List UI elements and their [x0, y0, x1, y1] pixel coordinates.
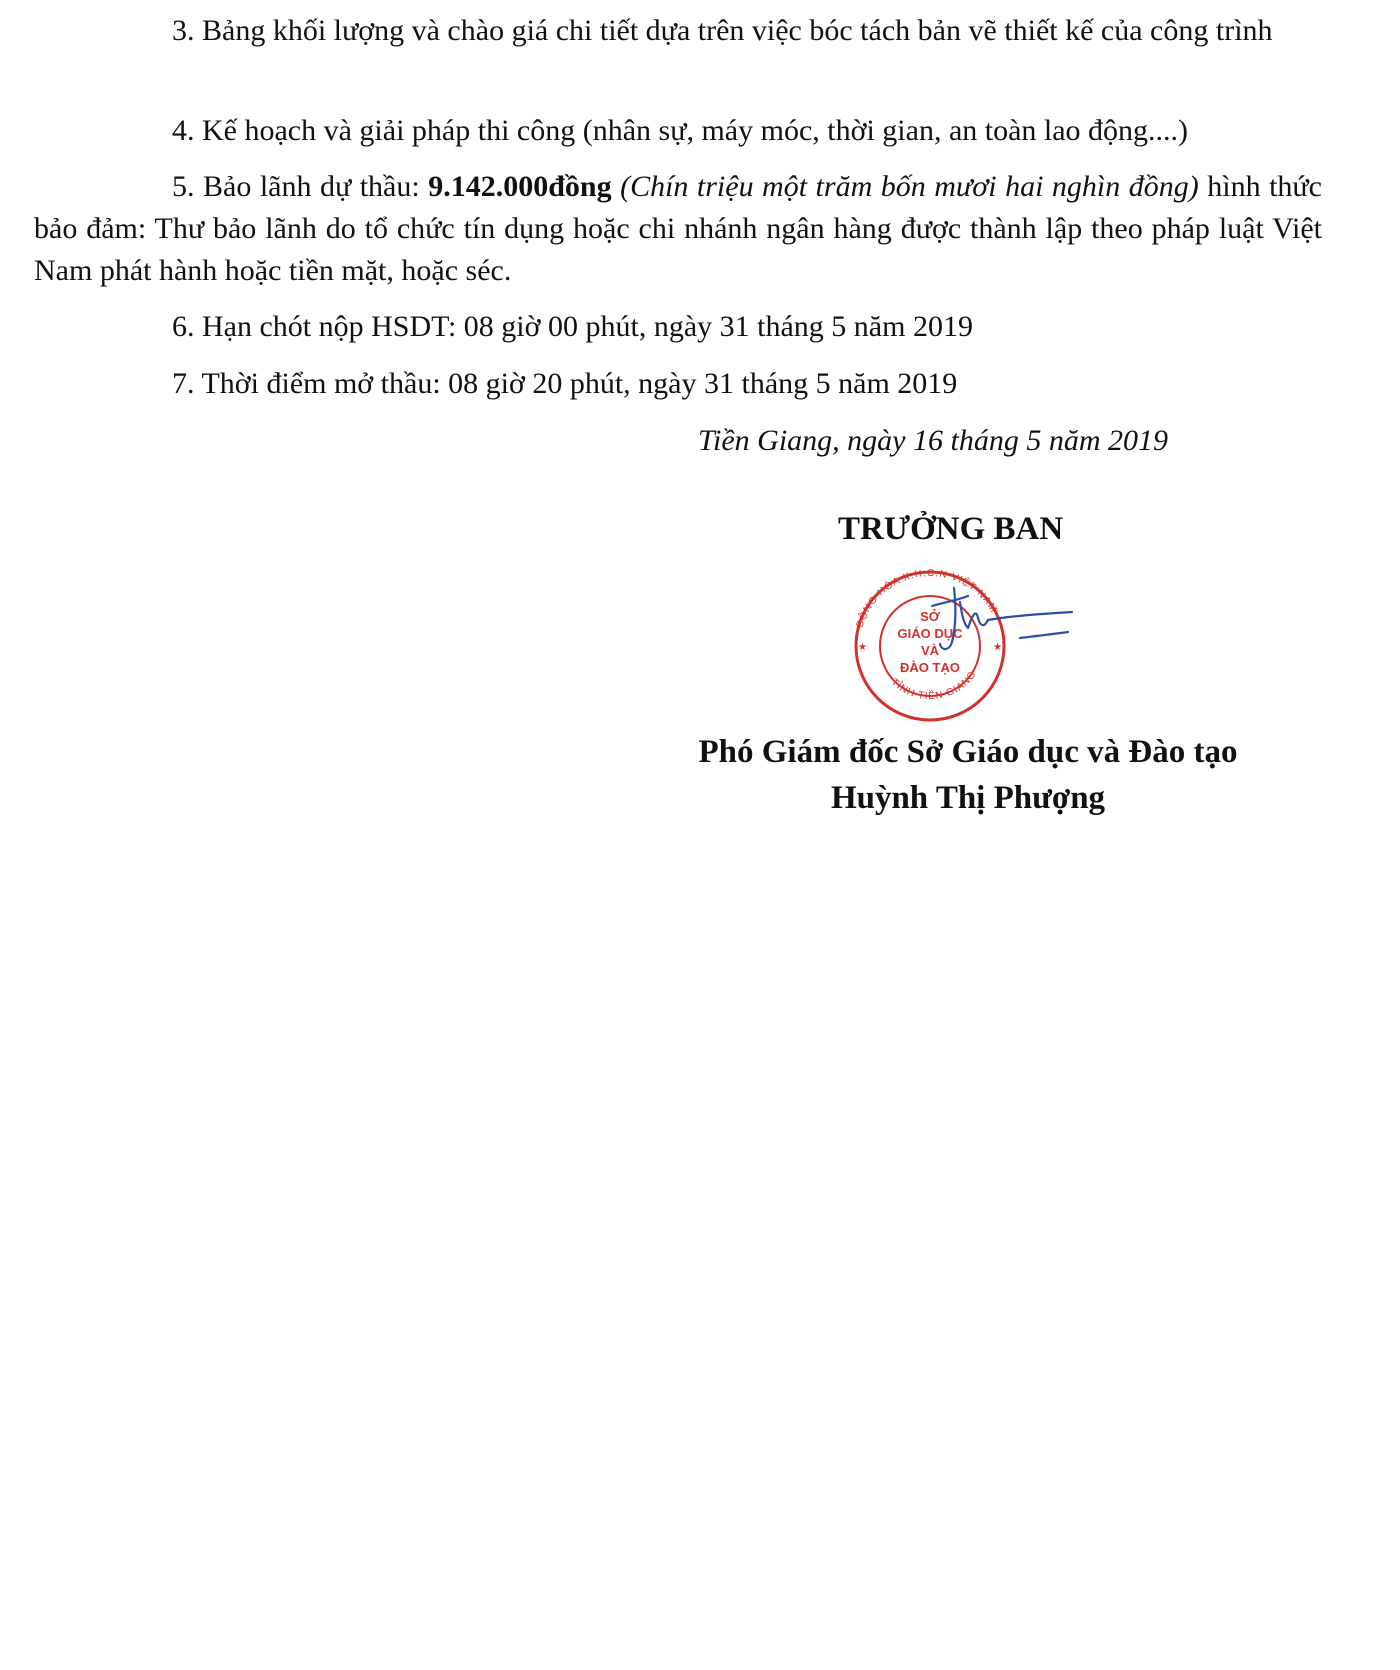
- seal-line-3: VÀ: [920, 643, 940, 658]
- place-and-date: Tiền Giang, ngày 16 tháng 5 năm 2019: [698, 424, 1168, 457]
- seal-star-left-icon: ★: [858, 642, 867, 653]
- item-5-rest: hình thức bảo đảm: Thư bảo lãnh do tổ chức tín dụng hoặc chi nhánh ngân hàng được thành lập theo pháp luật Việt Nam phát hành hoặc tiền mặt, hoặc séc.: [34, 170, 1322, 287]
- item-7-paragraph: 7. Thời điểm mở thầu: 08 giờ 20 phút, ngày 31 tháng 5 năm 2019: [172, 367, 958, 400]
- signer-name: Huỳnh Thị Phượng: [830, 780, 1106, 816]
- seal-stamp: [854, 568, 1004, 720]
- seal-line-2: GIÁO DỤC: [897, 626, 963, 641]
- seal-line-1: SỞ: [920, 609, 940, 624]
- seal-bottom-text: TỈNH TIỀN GIANG: [888, 668, 979, 703]
- item-6-paragraph: 6. Hạn chót nộp HSDT: 08 giờ 00 phút, ngày 31 tháng 5 năm 2019: [172, 310, 973, 343]
- seal-star-right-icon: ★: [993, 642, 1002, 653]
- signer-title: TRƯỞNG BAN: [838, 511, 1064, 547]
- seal-ring-text: CỘNG HÒA X.H.C.N VIỆT NAM: [854, 567, 1000, 630]
- item-5-paragraph: [34, 166, 1322, 292]
- item-5-prefix: 5. Bảo lãnh dự thầu:: [172, 170, 429, 203]
- signer-role: Phó Giám đốc Sở Giáo dục và Đào tạo: [698, 734, 1238, 770]
- handwritten-signature: [932, 588, 1072, 649]
- item-4-paragraph: 4. Kế hoạch và giải pháp thi công (nhân sự, máy móc, thời gian, an toàn lao động....): [172, 114, 1189, 147]
- seal-line-4: ĐÀO TẠO: [900, 660, 960, 675]
- bid-guarantee-amount-words: (Chín triệu một trăm bốn mươi hai nghìn đồng): [611, 170, 1199, 203]
- item-3-paragraph: 3. Bảng khối lượng và chào giá chi tiết dựa trên việc bóc tách bản vẽ thiết kế của công trình: [172, 14, 1273, 47]
- bid-guarantee-amount: 9.142.000đồng: [428, 170, 612, 203]
- official-seal-and-signature: [850, 566, 1110, 726]
